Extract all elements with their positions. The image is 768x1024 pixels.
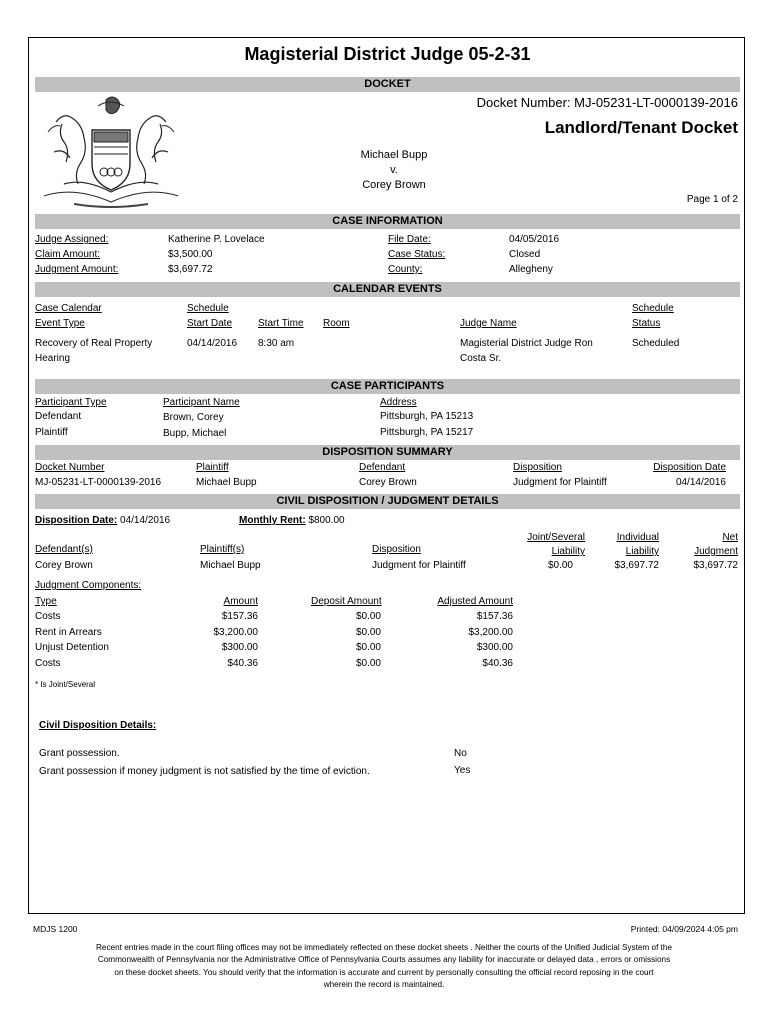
docket-page <box>28 37 745 914</box>
caption-plaintiff: Michael Bupp <box>360 149 428 161</box>
docket-number: Docket Number: MJ-05231-LT-0000139-2016 <box>476 95 738 110</box>
calendar-events-bar: CALENDAR EVENTS <box>35 282 740 297</box>
judgment-defendant: Corey Brown <box>35 560 93 571</box>
case-status-label: Case Status: <box>388 249 446 260</box>
civil-disposition-date-label: Disposition Date: <box>35 515 118 526</box>
component-deposit: $0.00 <box>355 658 381 669</box>
summary-header-disposition-date: Disposition Date <box>653 462 726 473</box>
judgment-amount-label: Judgment Amount: <box>35 264 119 275</box>
calendar-header-schedule: Schedule <box>187 303 229 314</box>
judge-assigned-label: Judge Assigned: <box>35 234 109 245</box>
calendar-header-start-time: Start Time <box>258 318 304 329</box>
judgment-header-disposition: Disposition <box>372 544 421 555</box>
civil-disposition-date-value: 04/14/2016 <box>120 515 171 526</box>
file-date-label: File Date: <box>388 234 431 245</box>
calendar-header-schedule-status-2: Status <box>632 318 661 329</box>
judgment-disposition: Judgment for Plaintiff <box>372 560 466 571</box>
case-participants-bar: CASE PARTICIPANTS <box>35 379 740 394</box>
participant-type: Defendant <box>35 411 82 422</box>
case-information-bar: CASE INFORMATION <box>35 214 740 229</box>
participant-header-name: Participant Name <box>163 397 240 408</box>
component-type: Costs <box>35 658 61 669</box>
monthly-rent <box>239 515 345 526</box>
event-type-line-2: Hearing <box>35 353 71 364</box>
civil-disposition-details-label: Civil Disposition Details: <box>39 720 157 731</box>
file-date-value: 04/05/2016 <box>509 234 560 245</box>
docket-bar: DOCKET <box>35 77 740 92</box>
county-value: Allegheny <box>509 264 553 275</box>
component-amount: $157.36 <box>221 611 258 622</box>
court-title: Magisterial District Judge 05-2-31 <box>244 44 531 64</box>
component-adjusted: $3,200.00 <box>468 627 513 638</box>
calendar-header-judge-name: Judge Name <box>460 318 517 329</box>
judgment-header-joint-1: Joint/Several <box>527 532 585 543</box>
judgment-header-plaintiffs: Plaintiff(s) <box>200 544 245 555</box>
component-adjusted: $300.00 <box>476 642 513 653</box>
event-type-line-1: Recovery of Real Property <box>35 338 153 349</box>
judge-assigned-value: Katherine P. Lovelace <box>168 234 265 245</box>
event-judge-line-2: Costa Sr. <box>460 353 502 364</box>
component-amount: $40.36 <box>227 658 258 669</box>
components-header-type: Type <box>35 596 57 607</box>
calendar-header-room: Room <box>323 318 350 329</box>
component-deposit: $0.00 <box>355 611 381 622</box>
judgment-header-net-1: Net <box>722 532 738 543</box>
components-header-amount: Amount <box>223 596 258 607</box>
judgment-header-individual-1: Individual <box>616 532 659 543</box>
participant-address: Pittsburgh, PA 15217 <box>380 427 474 438</box>
event-judge-line-1: Magisterial District Judge Ron <box>460 338 593 349</box>
summary-disposition: Judgment for Plaintiff <box>513 477 607 488</box>
disclaimer-line-3: on these docket sheets. You should verify that the information is accurate and current by personally consulting the official record reposing in the court <box>114 967 654 977</box>
monthly-rent-label: Monthly Rent: <box>239 515 306 526</box>
civil-disposition-date <box>35 515 170 526</box>
component-type: Rent in Arrears <box>35 627 102 638</box>
participant-name: Brown, Corey <box>163 412 224 423</box>
participant-address: Pittsburgh, PA 15213 <box>380 411 474 422</box>
components-header-deposit: Deposit Amount <box>311 596 382 607</box>
calendar-header-event-type: Event Type <box>35 318 85 329</box>
calendar-header-start-date: Start Date <box>187 318 233 329</box>
component-adjusted: $40.36 <box>482 658 513 669</box>
component-type: Unjust Detention <box>35 642 109 653</box>
county-label: County: <box>388 264 423 275</box>
form-number: MDJS 1200 <box>33 924 78 934</box>
component-deposit: $0.00 <box>355 642 381 653</box>
civil-disposition-bar: CIVIL DISPOSITION / JUDGMENT DETAILS <box>35 494 740 509</box>
printed-timestamp: Printed: 04/09/2024 4:05 pm <box>630 924 738 934</box>
claim-amount-label: Claim Amount: <box>35 249 101 260</box>
calendar-header-case-calendar: Case Calendar <box>35 303 102 314</box>
summary-header-plaintiff: Plaintiff <box>196 462 229 473</box>
component-amount: $3,200.00 <box>213 627 258 638</box>
judgment-header-individual-2: Liability <box>625 546 659 557</box>
disclaimer-line-4: wherein the record is maintained. <box>323 979 445 989</box>
detail-grant-possession-text: Grant possession. <box>39 748 120 759</box>
summary-docket-number: MJ-05231-LT-0000139-2016 <box>35 477 162 488</box>
components-header-adjusted: Adjusted Amount <box>437 596 513 607</box>
summary-disposition-date: 04/14/2016 <box>675 477 726 488</box>
judgment-amount-value: $3,697.72 <box>168 264 213 275</box>
judgment-plaintiff: Michael Bupp <box>200 560 261 571</box>
judgment-individual-liability: $3,697.72 <box>614 560 659 571</box>
judgment-joint-liability: $0.00 <box>547 560 573 571</box>
component-type: Costs <box>35 611 61 622</box>
caption-defendant: Corey Brown <box>362 179 426 191</box>
judgment-components-label: Judgment Components: <box>35 580 142 591</box>
judgment-header-net-2: Judgment <box>694 546 738 557</box>
disposition-summary-bar: DISPOSITION SUMMARY <box>35 445 740 460</box>
component-adjusted: $157.36 <box>476 611 513 622</box>
event-start-date: 04/14/2016 <box>187 338 238 349</box>
caption-versus: v. <box>390 164 398 176</box>
monthly-rent-value: $800.00 <box>308 515 345 526</box>
page-indicator: Page 1 of 2 <box>686 194 738 205</box>
calendar-header-schedule-status-1: Schedule <box>632 303 674 314</box>
participant-type: Plaintiff <box>35 427 68 438</box>
event-status: Scheduled <box>632 338 680 349</box>
judgment-net: $3,697.72 <box>693 560 738 571</box>
disclaimer-line-1: Recent entries made in the court filing offices may not be immediately reflected on these docket sheets . Neither the courts of the Unified Judicial System of the <box>96 943 672 952</box>
summary-header-disposition: Disposition <box>513 462 562 473</box>
event-start-time: 8:30 am <box>258 338 295 349</box>
component-amount: $300.00 <box>221 642 258 653</box>
participant-header-address: Address <box>380 397 417 408</box>
detail-grant-possession-conditional-text: Grant possession if money judgment is not satisfied by the time of eviction. <box>39 766 370 777</box>
summary-plaintiff: Michael Bupp <box>196 477 257 488</box>
component-deposit: $0.00 <box>355 627 381 638</box>
judgment-header-joint-2: Liability <box>551 546 585 557</box>
claim-amount-value: $3,500.00 <box>168 249 213 260</box>
participant-header-type: Participant Type <box>35 397 107 408</box>
detail-grant-possession-value: No <box>454 748 467 759</box>
docket-type: Landlord/Tenant Docket <box>544 118 738 137</box>
summary-header-defendant: Defendant <box>359 462 406 473</box>
joint-several-note: * Is Joint/Several <box>35 680 96 689</box>
case-status-value: Closed <box>509 249 541 260</box>
participant-name: Bupp, Michael <box>163 428 227 439</box>
judgment-header-defendants: Defendant(s) <box>35 544 93 555</box>
detail-grant-possession-conditional-value: Yes <box>454 765 471 776</box>
summary-defendant: Corey Brown <box>359 477 417 488</box>
disclaimer <box>60 942 708 991</box>
summary-header-docket-number: Docket Number <box>35 462 105 473</box>
pennsylvania-coat-of-arms-icon <box>34 92 188 212</box>
disclaimer-line-2: Commonwealth of Pennsylvania nor the Administrative Office of Pennsylvania Courts assumes any liability for inaccurate or delayed data , errors or omissions <box>97 955 671 965</box>
